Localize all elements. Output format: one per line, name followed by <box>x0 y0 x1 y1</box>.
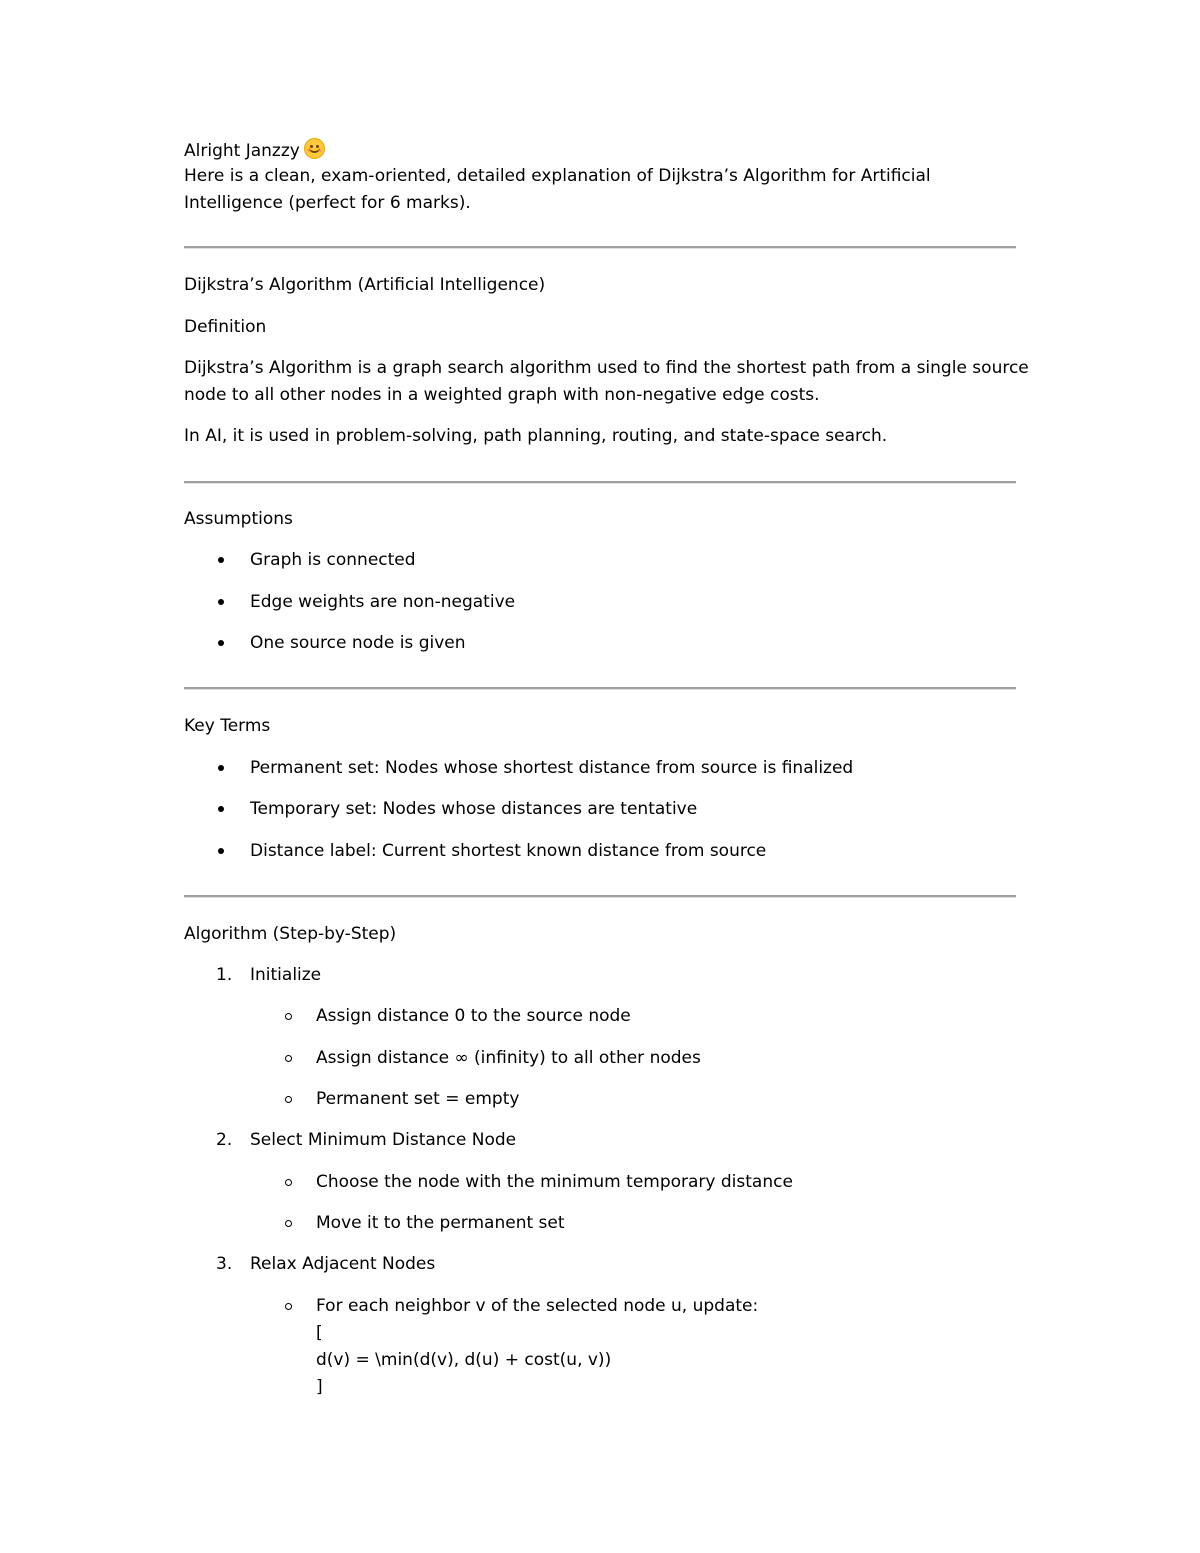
step-number: 1. <box>216 965 233 985</box>
circle-bullet-icon <box>285 1096 292 1103</box>
greeting-line <box>184 138 325 162</box>
assumptions-heading: Assumptions <box>184 509 293 529</box>
step-number: 3. <box>216 1254 233 1274</box>
list-item: Permanent set: Nodes whose shortest distance from source is finalized <box>250 758 854 778</box>
circle-bullet-icon <box>285 1303 292 1310</box>
formula-expression: d(v) = \min(d(v), d(u) + cost(u, v)) <box>316 1350 612 1370</box>
bullet-icon <box>218 557 224 563</box>
divider <box>184 481 1016 484</box>
bullet-icon <box>218 765 224 771</box>
divider <box>184 246 1016 249</box>
page-title: Dijkstra’s Algorithm (Artificial Intelligence) <box>184 275 546 295</box>
sub-list-item: Choose the node with the minimum temporary distance <box>316 1172 793 1192</box>
key-terms-heading: Key Terms <box>184 716 271 736</box>
step-label: Initialize <box>250 965 322 985</box>
sub-list-item: Assign distance 0 to the source node <box>316 1006 631 1026</box>
intro-line-1: Here is a clean, exam-oriented, detailed explanation of Dijkstra’s Algorithm for Artificial <box>184 166 931 186</box>
bullet-icon <box>218 848 224 854</box>
circle-bullet-icon <box>285 1220 292 1227</box>
algorithm-heading: Algorithm (Step-by-Step) <box>184 924 397 944</box>
step-label: Select Minimum Distance Node <box>250 1130 517 1150</box>
bullet-icon <box>218 599 224 605</box>
formula-close-bracket: ] <box>316 1377 323 1397</box>
sub-list-item: Move it to the permanent set <box>316 1213 565 1233</box>
divider <box>184 895 1016 898</box>
greeting-text: Alright Janzzy <box>184 141 300 161</box>
list-item: Distance label: Current shortest known distance from source <box>250 841 767 861</box>
definition-line-1: Dijkstra’s Algorithm is a graph search algorithm used to find the shortest path from a single source <box>184 358 1029 378</box>
sub-list-item: Permanent set = empty <box>316 1089 520 1109</box>
intro-line-2: Intelligence (perfect for 6 marks). <box>184 193 471 213</box>
list-item: Graph is connected <box>250 550 416 570</box>
bullet-icon <box>218 640 224 646</box>
list-item: Edge weights are non-negative <box>250 592 516 612</box>
definition-heading: Definition <box>184 317 267 337</box>
circle-bullet-icon <box>285 1179 292 1186</box>
list-item: One source node is given <box>250 633 466 653</box>
definition-line-2: node to all other nodes in a weighted graph with non-negative edge costs. <box>184 385 820 405</box>
step-number: 2. <box>216 1130 233 1150</box>
circle-bullet-icon <box>285 1013 292 1020</box>
sub-list-item: For each neighbor v of the selected node u, update: <box>316 1296 759 1316</box>
smiling-face-icon <box>304 138 325 159</box>
divider <box>184 687 1016 690</box>
bullet-icon <box>218 806 224 812</box>
definition-paragraph-2: In AI, it is used in problem-solving, path planning, routing, and state-space search. <box>184 426 888 446</box>
list-item: Temporary set: Nodes whose distances are tentative <box>250 799 698 819</box>
step-label: Relax Adjacent Nodes <box>250 1254 436 1274</box>
formula-open-bracket: [ <box>316 1323 323 1343</box>
circle-bullet-icon <box>285 1055 292 1062</box>
sub-list-item: Assign distance ∞ (infinity) to all other nodes <box>316 1048 701 1068</box>
